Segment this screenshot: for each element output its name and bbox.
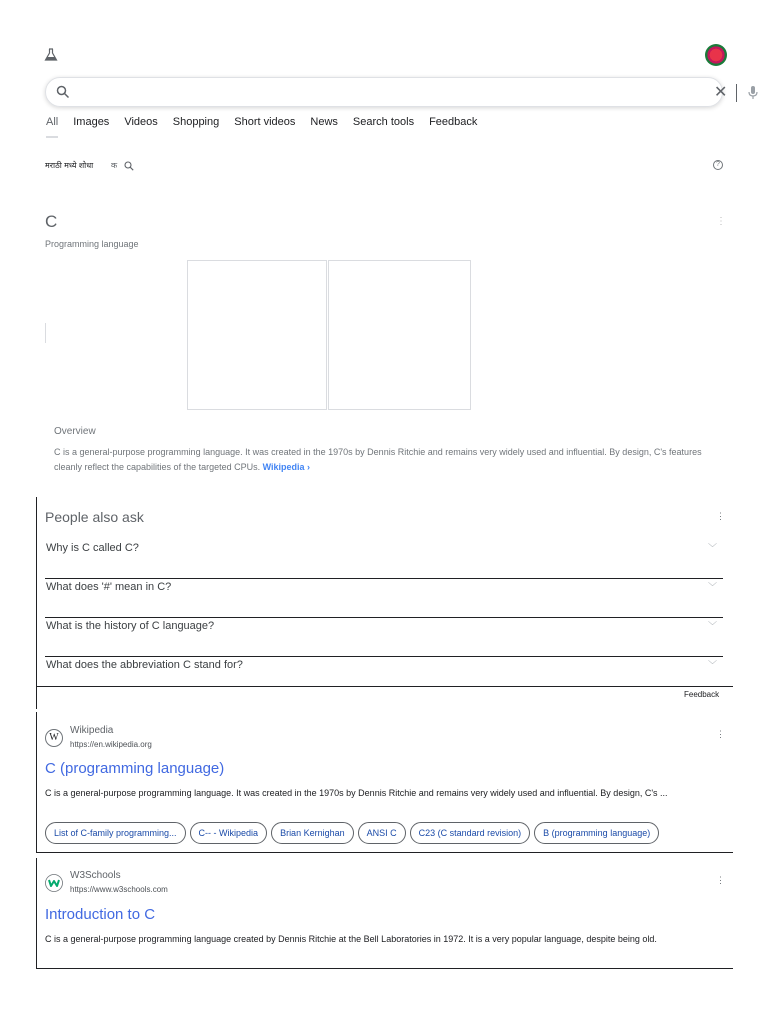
chevron-down-icon: ﹀: [707, 543, 717, 553]
question-text: What does the abbreviation C stand for?: [46, 659, 243, 671]
question-row[interactable]: [45, 618, 723, 657]
help-icon[interactable]: ?: [713, 160, 723, 170]
keyboard-key-label[interactable]: क: [111, 161, 118, 170]
section-border: [36, 858, 37, 968]
result-snippet: C is a general-purpose programming language. It was created in the 1970s by Dennis Ritchie and remains very widely used and influential. By design, C's ...: [45, 788, 668, 798]
w3schools-favicon: [45, 874, 63, 892]
knowledge-panel-image[interactable]: [187, 260, 327, 410]
tab-shopping[interactable]: Shopping: [172, 116, 220, 128]
divider: [45, 323, 46, 343]
marathi-search-link[interactable]: मराठी मध्ये शोधा: [45, 161, 94, 170]
knowledge-panel-image[interactable]: [328, 260, 471, 410]
related-chip[interactable]: C23 (C standard revision): [410, 822, 531, 844]
tab-short-videos[interactable]: Short videos: [234, 116, 296, 128]
section-border: [36, 712, 37, 852]
search-divider: [736, 84, 737, 102]
chevron-down-icon: ﹀: [707, 582, 717, 592]
section-border: [36, 497, 37, 709]
tab-images[interactable]: Images: [73, 116, 110, 128]
wikipedia-favicon: W: [45, 729, 63, 747]
result-url[interactable]: https://www.w3schools.com: [70, 885, 168, 894]
question-text: What does '#' mean in C?: [46, 581, 172, 593]
knowledge-panel-subtitle: Programming language: [45, 239, 139, 249]
chevron-down-icon: ﹀: [707, 660, 717, 670]
related-chip[interactable]: ANSI C: [358, 822, 406, 844]
related-chip[interactable]: Brian Kernighan: [271, 822, 354, 844]
related-chips: [45, 822, 663, 844]
more-options-icon[interactable]: ⋮: [716, 875, 725, 885]
search-tabs: [46, 114, 492, 134]
question-row[interactable]: [45, 540, 723, 579]
result-title-link[interactable]: C (programming language): [45, 760, 225, 777]
tab-all[interactable]: All: [46, 114, 58, 134]
chevron-down-icon: ﹀: [707, 621, 717, 631]
search-icon[interactable]: [56, 85, 70, 99]
tab-feedback[interactable]: Feedback: [429, 116, 478, 128]
result-snippet: C is a general-purpose programming language created by Dennis Ritchie at the Bell Laboratories in 1972. It is a very popular language, despite being old.: [45, 934, 657, 944]
result-site-name[interactable]: Wikipedia: [70, 725, 114, 736]
tab-videos[interactable]: Videos: [124, 116, 158, 128]
divider: [36, 686, 733, 687]
flask-icon[interactable]: [44, 48, 58, 62]
microphone-icon[interactable]: [747, 85, 759, 101]
profile-avatar[interactable]: [705, 44, 727, 66]
question-row[interactable]: [45, 579, 723, 618]
overview-text: [54, 445, 714, 475]
search-input[interactable]: [80, 83, 680, 103]
tab-news[interactable]: News: [310, 116, 338, 128]
search-icon[interactable]: [124, 161, 134, 171]
divider: [36, 968, 733, 969]
overview-heading: Overview: [54, 426, 96, 437]
knowledge-panel-title: C: [45, 212, 58, 231]
feedback-link[interactable]: Feedback: [684, 690, 720, 699]
divider: [36, 852, 733, 853]
result-site-name[interactable]: W3Schools: [70, 870, 121, 881]
search-bar[interactable]: [45, 77, 728, 107]
result-title-link[interactable]: Introduction to C: [45, 906, 156, 923]
tab-search-tools[interactable]: Search tools: [352, 116, 415, 128]
more-options-icon[interactable]: ⋮: [716, 729, 725, 739]
more-options-icon[interactable]: ⋮: [716, 511, 725, 521]
related-chip[interactable]: C-- - Wikipedia: [190, 822, 268, 844]
question-text: Why is C called C?: [46, 542, 139, 554]
question-row[interactable]: [45, 657, 723, 687]
related-chip[interactable]: B (programming language): [534, 822, 659, 844]
wikipedia-link[interactable]: Wikipedia ›: [262, 462, 311, 472]
question-text: What is the history of C language?: [46, 620, 215, 632]
result-url[interactable]: https://en.wikipedia.org: [70, 740, 152, 749]
overview-body: C is a general-purpose programming language. It was created in the 1970s by Dennis Ritchie and remains very widely used and influential. By design, C's features cleanly reflect the capabilities of the targeted CPUs.: [54, 447, 702, 472]
related-chip[interactable]: List of C-family programming...: [45, 822, 186, 844]
clear-icon[interactable]: ✕: [714, 84, 728, 101]
more-options-icon[interactable]: ⋮: [716, 216, 726, 227]
people-also-ask-heading: People also ask: [45, 509, 144, 525]
